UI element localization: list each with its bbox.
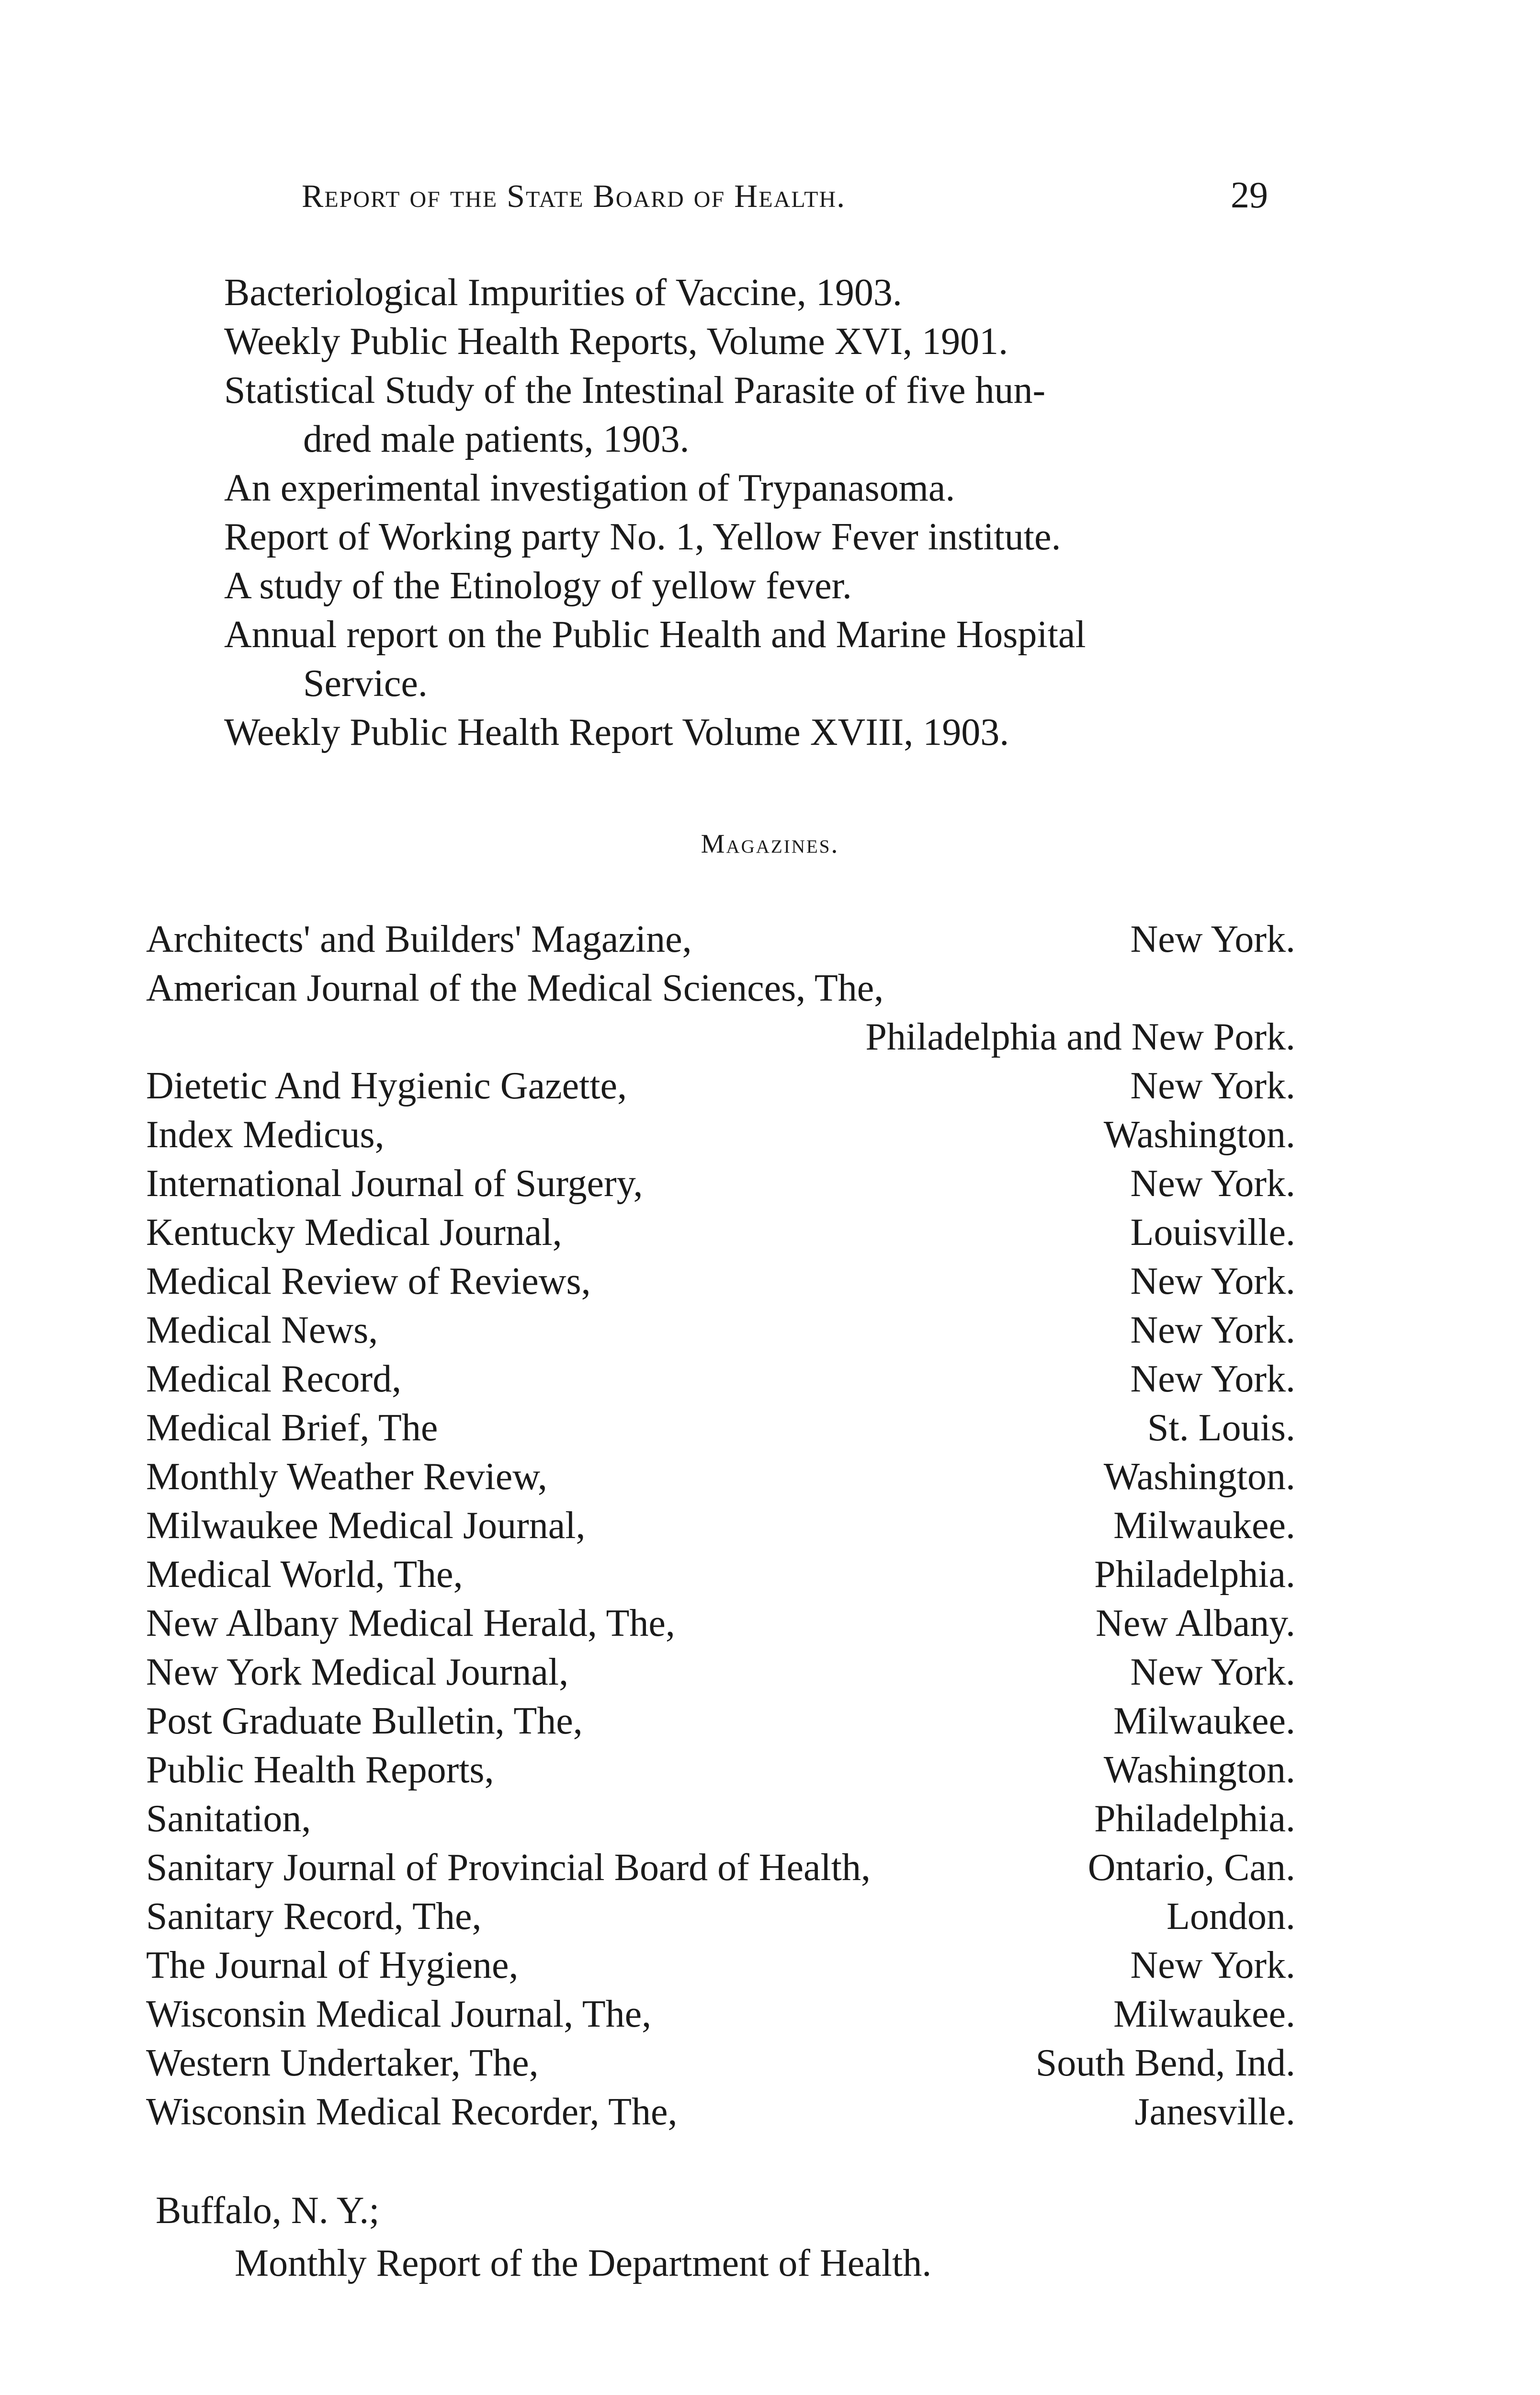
magazine-row — [146, 1110, 1295, 1159]
magazine-place: New Albany. — [1096, 1602, 1295, 1644]
magazine-place: Washington. — [1103, 1749, 1295, 1791]
running-head-title: Report of the State Board of Health. — [302, 178, 846, 214]
magazine-title: Sanitation, — [146, 1798, 311, 1840]
publication-line: Annual report on the Public Health and Marine Hospital — [224, 614, 1086, 656]
magazine-place: Philadelphia and New Pork. — [865, 1016, 1295, 1058]
publication-entry — [224, 317, 1297, 366]
magazine-place: New York. — [1130, 1358, 1295, 1400]
magazine-title: Kentucky Medical Journal, — [146, 1211, 562, 1254]
magazine-place: Milwaukee. — [1113, 1993, 1295, 2035]
magazine-place: Washington. — [1103, 1456, 1295, 1498]
magazine-row — [146, 964, 1295, 1013]
magazine-place: Philadelphia. — [1094, 1798, 1295, 1840]
publication-entry — [224, 513, 1297, 561]
buffalo-report: Monthly Report of the Department of Health. — [235, 2242, 932, 2284]
publication-line: A study of the Etinology of yellow fever. — [224, 565, 852, 607]
publication-line: An experimental investigation of Trypanasoma. — [224, 467, 955, 509]
magazines-list — [146, 915, 1295, 2136]
magazine-row — [146, 1061, 1295, 1110]
publication-entry — [224, 464, 1297, 513]
magazine-row — [146, 1306, 1295, 1355]
magazine-title: Wisconsin Medical Journal, The, — [146, 1993, 652, 2035]
buffalo-section — [156, 2184, 1305, 2290]
magazine-title: Medical News, — [146, 1309, 378, 1351]
magazine-place: South Bend, Ind. — [1035, 2042, 1295, 2084]
magazine-row — [146, 1501, 1295, 1550]
magazine-title: Sanitary Journal of Provincial Board of Health, — [146, 1847, 871, 1889]
magazine-place: Philadelphia. — [1094, 1553, 1295, 1596]
magazine-place: Janesville. — [1134, 2091, 1295, 2133]
publication-entry — [224, 268, 1297, 317]
magazine-row — [146, 1013, 1295, 1061]
magazine-title: Western Undertaker, The, — [146, 2042, 539, 2084]
magazine-row — [146, 1599, 1295, 1648]
magazine-row — [146, 1843, 1295, 1892]
magazine-title: Medical Record, — [146, 1358, 402, 1400]
magazine-title: Public Health Reports, — [146, 1749, 494, 1791]
page-number: 29 — [1231, 174, 1268, 216]
magazine-title: Wisconsin Medical Recorder, The, — [146, 2091, 678, 2133]
magazine-row — [146, 1257, 1295, 1306]
magazine-row — [146, 1648, 1295, 1697]
publication-entry — [224, 366, 1297, 464]
magazine-title: Sanitary Record, The, — [146, 1895, 482, 1938]
magazine-row — [146, 1745, 1295, 1794]
magazine-row — [146, 1892, 1295, 1941]
magazine-place: Milwaukee. — [1113, 1700, 1295, 1742]
publication-line: Bacteriological Impurities of Vaccine, 1903. — [224, 272, 902, 314]
magazine-row — [146, 1697, 1295, 1745]
magazine-row — [146, 1990, 1295, 2039]
magazine-title: Index Medicus, — [146, 1114, 385, 1156]
magazine-title: Milwaukee Medical Journal, — [146, 1505, 586, 1547]
magazine-title: The Journal of Hygiene, — [146, 1944, 519, 1986]
magazine-title: American Journal of the Medical Sciences, The, — [146, 967, 884, 1009]
magazine-row — [146, 1550, 1295, 1599]
publication-line: Weekly Public Health Reports, Volume XVI, 1901. — [224, 320, 1008, 363]
publication-continuation-line: dred male patients, 1903. — [303, 418, 690, 460]
publication-line: Weekly Public Health Report Volume XVIII, 1903. — [224, 711, 1009, 753]
magazine-place: St. Louis. — [1147, 1407, 1295, 1449]
magazine-place: New York. — [1130, 1065, 1295, 1107]
magazine-row — [146, 1208, 1295, 1257]
magazine-row — [146, 1355, 1295, 1403]
magazines-heading: Magazines. — [701, 829, 839, 859]
magazine-row — [146, 1794, 1295, 1843]
magazine-row — [146, 1941, 1295, 1990]
publication-entry — [224, 708, 1297, 757]
magazine-row — [146, 1403, 1295, 1452]
publication-line: Report of Working party No. 1, Yellow Fever institute. — [224, 516, 1061, 558]
magazine-row — [146, 915, 1295, 964]
magazine-place: Washington. — [1103, 1114, 1295, 1156]
magazine-title: Medical Brief, The — [146, 1407, 438, 1449]
magazine-title: Dietetic And Hygienic Gazette, — [146, 1065, 627, 1107]
magazine-place: New York. — [1130, 1651, 1295, 1693]
magazine-row — [146, 2039, 1295, 2087]
publication-line: Statistical Study of the Intestinal Parasite of five hun- — [224, 369, 1046, 411]
publication-continuation-line: Service. — [303, 662, 428, 705]
magazine-place: New York. — [1130, 1309, 1295, 1351]
magazine-row — [146, 2087, 1295, 2136]
magazine-row — [146, 1159, 1295, 1208]
magazine-place: Louisville. — [1130, 1211, 1295, 1254]
buffalo-city: Buffalo, N. Y.; — [156, 2190, 380, 2232]
magazine-title: New York Medical Journal, — [146, 1651, 569, 1693]
magazine-place: New York. — [1130, 1944, 1295, 1986]
magazine-title: Monthly Weather Review, — [146, 1456, 547, 1498]
magazine-place: London. — [1166, 1895, 1295, 1938]
magazine-place: New York. — [1130, 1260, 1295, 1302]
magazine-place: New York. — [1130, 918, 1295, 960]
publication-entry — [224, 610, 1297, 708]
magazine-place: Ontario, Can. — [1087, 1847, 1295, 1889]
magazine-place: New York. — [1130, 1163, 1295, 1205]
magazine-row — [146, 1452, 1295, 1501]
publication-entry — [224, 561, 1297, 610]
magazine-place: Milwaukee. — [1113, 1505, 1295, 1547]
magazine-title: Medical World, The, — [146, 1553, 463, 1596]
magazine-title: Medical Review of Reviews, — [146, 1260, 591, 1302]
magazine-title: New Albany Medical Herald, The, — [146, 1602, 675, 1644]
magazine-title: Architects' and Builders' Magazine, — [146, 918, 692, 960]
publications-list — [224, 268, 1297, 757]
magazine-title: Post Graduate Bulletin, The, — [146, 1700, 583, 1742]
magazine-title: International Journal of Surgery, — [146, 1163, 643, 1205]
